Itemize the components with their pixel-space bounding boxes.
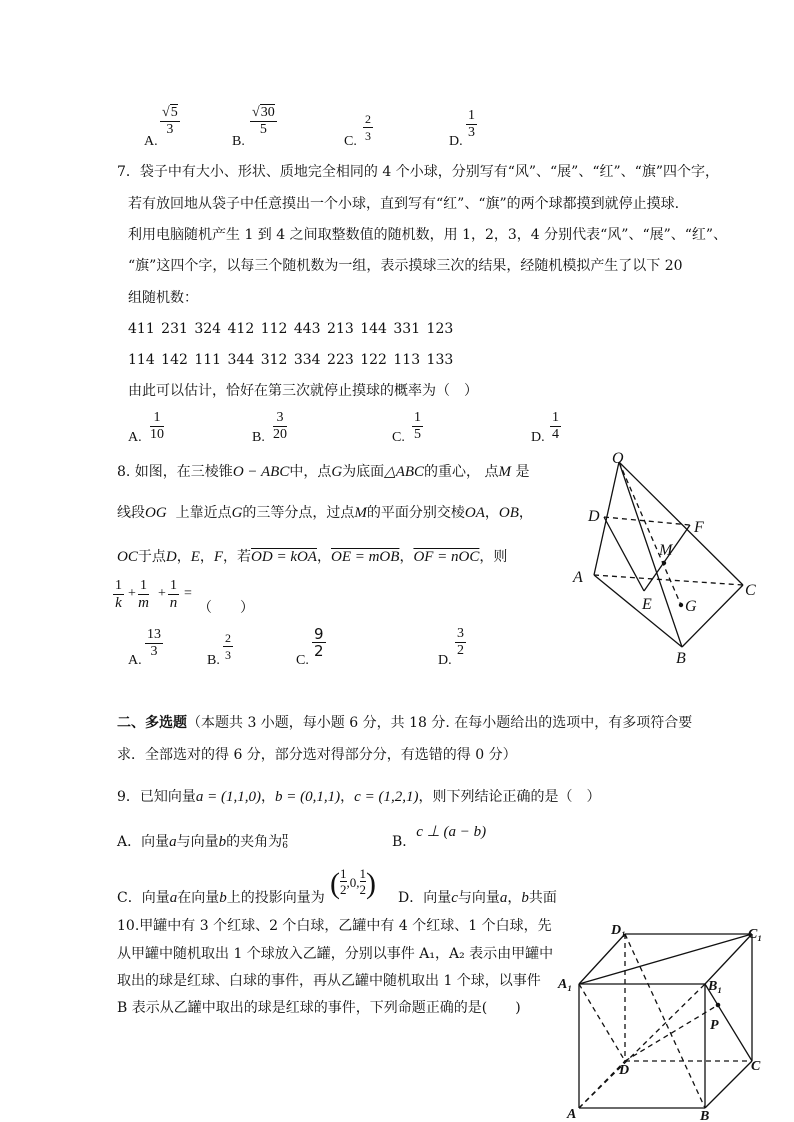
- label-G: G: [685, 598, 697, 615]
- q6-option-c-label: C.: [344, 134, 357, 149]
- q8-option-d-label: D.: [438, 653, 452, 668]
- diagonal-A1C1: [579, 934, 752, 984]
- q6-option-d-label: D.: [449, 134, 463, 149]
- q7-option-a-fraction: $\frac{1}{10}$: [150, 410, 164, 442]
- label-F: F: [694, 519, 704, 536]
- q7-question: 由此可以估计，恰好在第三次就停止摸球的概率为（ ）: [128, 383, 478, 399]
- edge-B1C1: [705, 934, 752, 984]
- q6-option-d-fraction: $\frac{1}{3}$: [468, 108, 475, 140]
- segment-DF-hidden: [604, 517, 690, 525]
- q8-line-1: 8. 如图，在三棱锥O − ABC中，点G为底面△ABC的重心， 点M 是: [117, 464, 530, 480]
- q8-option-b-fraction: $\frac{2}{3}$: [225, 631, 231, 662]
- q8-option-a-label: A.: [128, 653, 142, 668]
- q6-option-a-fraction: $\frac{√5}{3}$: [162, 105, 178, 137]
- q10-line-1: 10.甲罐中有 3 个红球、2 个白球，乙罐中有 4 个红球、1 个白球，先: [117, 918, 552, 934]
- q9-option-d: D．向量c与向量a，b共面: [398, 890, 557, 906]
- q9-option-c-vector: ( $\frac{1}{2}$ ,0, $\frac{1}{2}$ ): [330, 866, 376, 900]
- q8-option-d-fraction: $\frac{3}{2}$: [457, 626, 464, 658]
- q7-line-4: “旗”这四个字，以每三个随机数为一组，表示摸球三次的结果，经随机模拟产生了以下 20: [128, 258, 683, 274]
- q6-option-c-fraction: $\frac{2}{3}$: [365, 112, 371, 143]
- cube-figure: [555, 918, 785, 1122]
- label-D1: D₁: [611, 923, 626, 938]
- q7-option-b-label: B.: [252, 430, 265, 445]
- point-M: [662, 561, 666, 565]
- q8-plus-1: +: [128, 586, 136, 601]
- label-E: E: [642, 596, 652, 613]
- label-P: P: [710, 1018, 719, 1033]
- label-B1: B₁: [708, 979, 723, 994]
- edge-AB: [594, 575, 682, 647]
- q7-line-5: 组随机数：: [128, 290, 198, 306]
- edge-BC: [705, 1061, 752, 1108]
- point-G: [679, 603, 683, 607]
- q7-random-row-1: 411 231 324 412 112 443 213 144 331 123: [128, 321, 454, 337]
- segment-DE: [604, 517, 644, 591]
- point-P: [716, 1003, 721, 1008]
- segment-A1D-hidden: [579, 984, 625, 1061]
- q7-option-d-label: D.: [531, 430, 545, 445]
- label-A: A: [573, 569, 583, 586]
- section-2-heading: 二、多选题: [117, 715, 187, 731]
- q7-option-a-label: A.: [128, 430, 142, 445]
- q6-option-b-fraction: $\frac{√30}{5}$: [252, 105, 275, 137]
- label-C: C: [751, 1059, 761, 1074]
- q7-line-2: 若有放回地从袋子中任意摸出一个小球，直到写有“红”、“旗”的两个球都摸到就停止摸球.: [128, 196, 680, 212]
- q7-line-3: 利用电脑随机产生 1 到 4 之间取整数值的随机数，用 1，2，3，4 分别代表“风”、“展”、“红”、: [128, 227, 728, 243]
- q9-option-c: C．向量a在向量b上的投影向量为: [117, 890, 325, 906]
- segment-OG-hidden: [619, 462, 681, 605]
- label-B: B: [676, 650, 686, 667]
- edge-OB: [619, 462, 682, 647]
- label-B: B: [700, 1109, 710, 1122]
- q8-answer-blank: （ ）: [198, 600, 254, 616]
- segment-DP-hidden: [625, 1005, 718, 1061]
- q8-frac-n: $\frac{1}{n}$: [169, 578, 178, 611]
- q9-option-a: A．向量a与向量b的夹角为 π 6: [117, 832, 289, 851]
- q8-frac-k: $\frac{1}{k}$: [115, 578, 122, 611]
- label-O: O: [612, 450, 624, 467]
- q9-option-b: B．c ⊥ (a − b): [392, 824, 487, 850]
- q8-plus-2: +: [158, 586, 166, 601]
- q9-stem: 9．已知向量a = (1,1,0)，b = (0,1,1)，c = (1,2,1)，则下列结论正确的是（ ）: [117, 789, 601, 805]
- q7-option-c-label: C.: [392, 430, 405, 445]
- q10-line-3: 取出的球是红球、白球的事件，再从乙罐中随机取出 1 个球，以事件: [117, 973, 541, 989]
- q8-option-a-fraction: $\frac{13}{3}$: [147, 627, 161, 659]
- label-C1: C₁: [748, 927, 763, 942]
- q7-option-d-fraction: $\frac{1}{4}$: [552, 410, 559, 442]
- q7-line-1: 7．袋子中有大小、形状、质地完全相同的 4 个小球，分别写有“风”、“展”、“红”、“旗”四个字，: [117, 164, 719, 180]
- q8-line-2: 线段OG 上靠近点G的三等分点，过点M的平面分别交棱OA，OB，: [117, 505, 533, 521]
- label-C: C: [745, 582, 756, 599]
- q8-line-3: OC于点D，E，F，若OD = kOA，OE = mOB，OF = nOC，则: [117, 549, 508, 565]
- segment-AB1-hidden: [579, 984, 705, 1108]
- tetrahedron-figure: [570, 445, 770, 667]
- edge-AC-hidden: [594, 575, 743, 585]
- q7-option-b-fraction: $\frac{3}{20}$: [273, 410, 287, 442]
- edge-BC: [682, 585, 743, 647]
- label-A1: A₁: [558, 977, 573, 992]
- q8-option-c-fraction: $\frac{9}{2}$: [314, 625, 324, 660]
- q7-random-row-2: 114 142 111 344 312 334 223 122 113 133: [128, 352, 454, 368]
- label-A: A: [567, 1107, 577, 1122]
- q7-option-c-fraction: $\frac{1}{5}$: [414, 410, 421, 442]
- section-2-line-2: 求．全部选对的得 6 分，部分选对得部分分，有选错的得 0 分）: [117, 747, 517, 763]
- q10-line-2: 从甲罐中随机取出 1 个球放入乙罐，分别以事件 A₁，A₂ 表示由甲罐中: [117, 946, 554, 962]
- q6-option-a-label: A.: [144, 134, 158, 149]
- q8-frac-m: $\frac{1}{m}$: [138, 578, 149, 611]
- q8-option-c-label: C.: [296, 653, 309, 668]
- q10-line-4: B 表示从乙罐中取出的球是红球的事件，下列命题正确的是( ): [117, 1000, 521, 1016]
- label-D: D: [619, 1063, 630, 1078]
- edge-OC: [619, 462, 743, 585]
- label-D: D: [588, 508, 600, 525]
- label-M: M: [659, 542, 673, 559]
- q8-option-b-label: B.: [207, 653, 220, 668]
- q6-option-b-label: B.: [232, 134, 245, 149]
- q8-equals: =: [184, 586, 192, 601]
- edge-A1D1: [579, 934, 625, 984]
- segment-D1B-hidden: [625, 934, 705, 1108]
- section-2-line-1: 二、多选题（本题共 3 小题，每小题 6 分，共 18 分. 在每小题给出的选项中，有多项符合要: [117, 715, 693, 731]
